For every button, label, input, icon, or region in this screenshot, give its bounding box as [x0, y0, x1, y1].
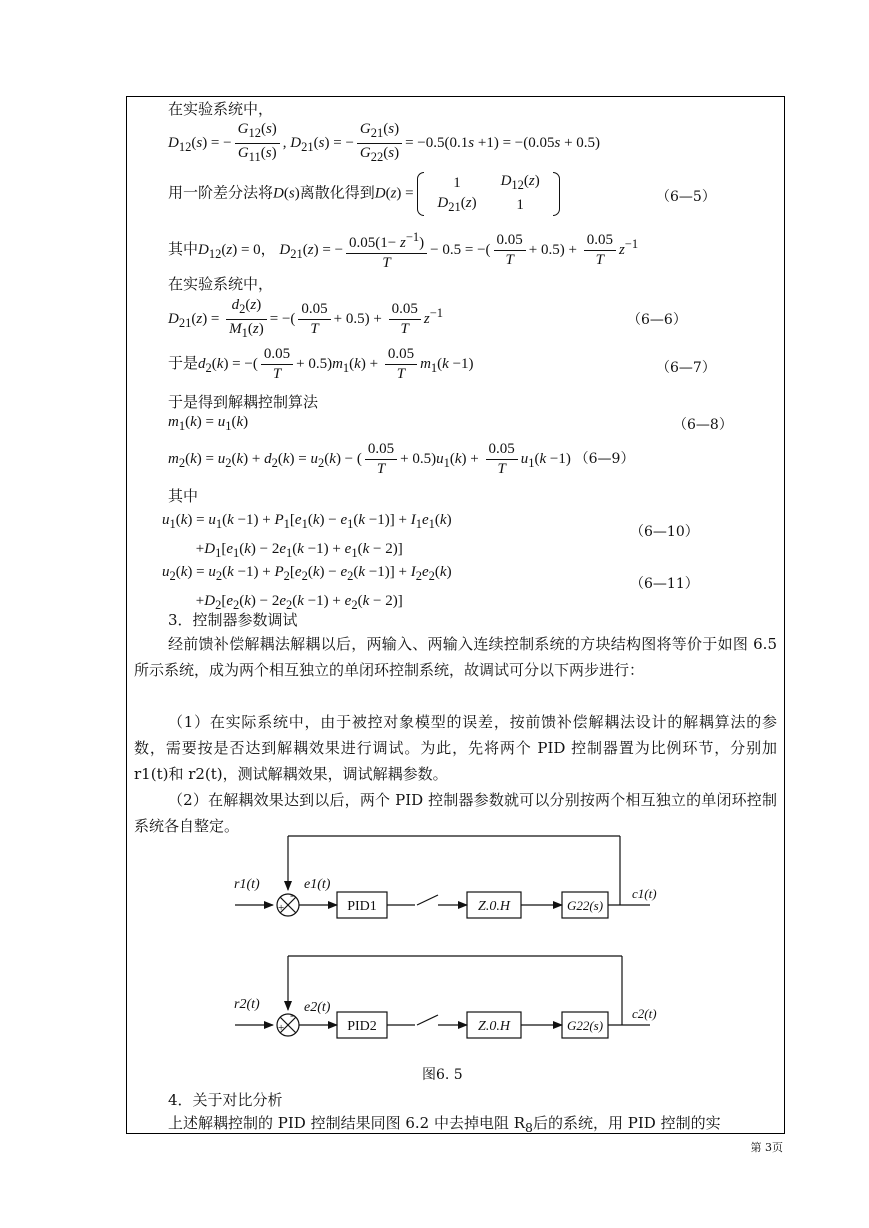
page-number: 第 3页: [750, 1141, 783, 1154]
equation-u1k: $u_1(k) = u_1(k -1) + P_1[e_1(k) - e_1(k -1)] + I_1e_1(k)$ $+D_1[e_1(k) - 2e_1(k -1) + e_1(k - 2)]$: [162, 512, 452, 560]
loop1-output-label: c1(t): [632, 886, 657, 901]
eq-number-6-6: （6—6）: [627, 312, 687, 328]
last-paragraph-line: [168, 1112, 721, 1135]
eq-number-6-9: （6—9）: [574, 450, 635, 467]
loop2-zoh-block: Z.0.H: [478, 1019, 510, 1034]
paragraph-2: （1）在实际系统中，由于被控对象模型的误差，按前馈补偿解耦法设计的解耦算法的参数，需要按是否达到解耦效果进行调试。为此，先将两个 PID 控制器置为比例环节，分别加 r1(t)和 r2(t)，测试解耦效果，调试解耦参数。: [134, 713, 777, 783]
eq-number-6-8: （6—8）: [673, 417, 733, 433]
loop2-minus-sign: -: [290, 1008, 294, 1022]
text-line-1: 在实验系统中，: [168, 100, 274, 118]
text-line-7: 于是得到解耦控制算法: [168, 393, 319, 411]
loop2-output-label: c2(t): [632, 1006, 657, 1021]
eq-number-6-11: （6—11）: [630, 576, 699, 592]
equation-m1k: $m_1(k) = u_1(k)$: [168, 414, 249, 433]
section-4-heading: 4．关于对比分析: [168, 1091, 283, 1109]
loop2-plus-sign: +: [278, 1022, 285, 1034]
paragraph-1: 经前馈补偿解耦法解耦以后，两输入、两输入连续控制系统的方块结构图将等价于如图 6.5 所示系统，成为两个相互独立的单闭环控制系统，故调试可分以下两步进行：: [134, 635, 777, 679]
loop2-input-label: r2(t): [234, 997, 260, 1012]
equation-d12-d21: $D_{12}(s)$ = − $\frac{G_{12}(s)}{G_{11}(s)}$ , $D_{21}(s)$ = − $\frac{G_{21}(s)}{G_{22}(s)}$ = −0.5(0.1s +1) = −(0.05s + 0.5): [168, 121, 601, 164]
loop1-plant-block: G22(s): [566, 898, 604, 913]
last-line-start: 上述解耦控制的 PID 控制结果同图 6.2 中去掉电阻 R: [168, 1114, 526, 1132]
loop1-error-label: e1(t): [304, 877, 331, 892]
loop2-error-label: e2(t): [304, 1000, 331, 1015]
section-3-heading: 3．控制器参数调试: [168, 611, 298, 629]
paragraph-3: （2）在解耦效果达到以后，两个 PID 控制器参数就可以分别按两个相互独立的单闭环控制系统各自整定。: [134, 791, 777, 835]
text-line-8: 其中: [168, 487, 199, 505]
equation-d21z: 其中$D_{12}(z) = 0$， $D_{21}(z)$ = − $\frac{0.05(1- z^{-1})}{T}$ − 0.5 = −( $\frac{0.05}{T}$ + 0.5) + $\frac{0.05}{T}$ $z^{-1}$: [168, 230, 639, 271]
loop1-minus-sign: -: [290, 888, 294, 902]
eq-number-6-10: （6—10）: [630, 524, 699, 540]
last-line-end: 后的系统，用 PID 控制的实: [533, 1114, 721, 1132]
loop2-plant-block: G22(s): [566, 1018, 604, 1033]
loop1-zoh-block: Z.0.H: [478, 899, 510, 914]
eq-number-6-5: （6—5）: [656, 189, 716, 205]
loop2-pid-block: PID2: [347, 1019, 377, 1034]
loop1-plus-sign: +: [278, 902, 285, 914]
loop1-pid-block: PID1: [347, 899, 377, 914]
loop1-input-label: r1(t): [234, 877, 260, 892]
equation-dz-matrix: 用一阶差分法将D(s)离散化得到D(z) = 1 $D_{12}(z)$ $D_{21}(z)$ 1: [168, 172, 560, 216]
eq-number-6-7: （6—7）: [656, 360, 716, 376]
equation-d21z-ratio: $D_{21}(z)$ = $\frac{d_2(z)}{M_1(z)}$ = −( $\frac{0.05}{T}$ + 0.5) + $\frac{0.05}{T}$ $z^{-1}$: [168, 297, 443, 340]
resistor-subscript: 8: [525, 1120, 533, 1135]
equation-d2k: 于是$d_2(k)$ = −( $\frac{0.05}{T}$ + $0.5)m_1(k)$ + $\frac{0.05}{T}$ $m_1(k -1)$: [168, 346, 474, 382]
equation-m2k: $m_2(k) = u_2(k) + d_2(k) = u_2(k)$ − ( $\frac{0.05}{T}$ + $0.5)u_1(k)$ + $\frac{0.05}{T}$ $u_1(k -1)$ （6—9）: [168, 441, 635, 477]
text-line-4: 在实验系统中，: [168, 275, 274, 293]
figure-caption: 图6. 5: [422, 1067, 463, 1083]
equation-u2k: $u_2(k) = u_2(k -1) + P_2[e_2(k) - e_2(k -1)] + I_2e_2(k)$ $+D_2[e_2(k) - 2e_2(k -1) + e_2(k - 2)]$: [162, 564, 452, 612]
block-diagram-figure-6-5: [220, 826, 660, 1056]
